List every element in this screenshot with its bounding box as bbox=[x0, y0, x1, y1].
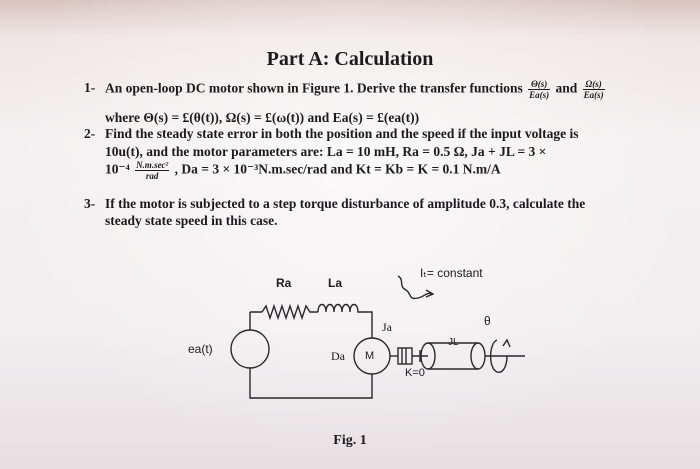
question-3-line-1: If the motor is subjected to a step torque disturbance of amplitude 0.3, calculate the bbox=[105, 196, 586, 211]
fraction-numerator: N.m.sec² bbox=[136, 160, 169, 170]
fraction-denominator: Ea(s) bbox=[583, 90, 604, 100]
figure-caption: Fig. 1 bbox=[333, 433, 367, 448]
resistor-ra bbox=[262, 306, 318, 318]
ja-jl-exponent: 10⁻⁴ bbox=[105, 161, 130, 177]
label-da: Da bbox=[331, 349, 345, 363]
question-2-line-1: Find the steady state error in both the position and the speed if the input voltage is bbox=[105, 126, 579, 141]
question-2-number: 2- bbox=[84, 126, 96, 141]
question-1-number: 1- bbox=[84, 80, 96, 95]
label-ra: Ra bbox=[276, 276, 292, 290]
inductor-la bbox=[318, 305, 372, 339]
label-jl: JL bbox=[448, 337, 459, 348]
and-text: and bbox=[555, 80, 578, 96]
theta-arrow-head bbox=[503, 340, 510, 347]
label-theta: θ bbox=[484, 314, 491, 328]
fraction-numerator: Θ(s) bbox=[528, 79, 550, 90]
question-1-text: An open-loop DC motor shown in Figure 1. Derive the transfer functions bbox=[105, 80, 523, 96]
label-la: La bbox=[328, 276, 343, 290]
question-2-line-2: 10u(t), and the motor parameters are: La = 10 mH, Ra = 0.5 Ω, Ja + JL = 3 × bbox=[105, 144, 547, 159]
label-torque-constant: Iₜ= constant bbox=[420, 266, 483, 280]
fraction-numerator: Ω(s) bbox=[583, 79, 605, 90]
coupling-k bbox=[398, 348, 412, 364]
coupling-lines bbox=[402, 348, 428, 364]
question-3-line-2: steady state speed in this case. bbox=[105, 213, 278, 228]
voltage-source bbox=[231, 330, 269, 368]
page-title: Part A: Calculation bbox=[266, 48, 434, 70]
question-1-line-2: where Θ(s) = £(θ(t)), Ω(s) = £(ω(t)) and Ea(s) = £(ea(t)) bbox=[105, 110, 420, 125]
question-3-number: 3- bbox=[84, 196, 96, 211]
label-ea: ea(t) bbox=[188, 342, 213, 356]
label-k: K=0 bbox=[405, 367, 425, 379]
label-motor: M bbox=[365, 350, 375, 362]
wire-top-left bbox=[250, 312, 262, 330]
wire-left-bottom bbox=[250, 368, 372, 398]
question-2-params: , Da = 3 × 10⁻³N.m.sec/rad and Kt = Kb = K = 0.1 N.m/A bbox=[174, 161, 501, 177]
label-ja: Ja bbox=[382, 320, 392, 334]
fraction-denominator: Ea(s) bbox=[529, 90, 550, 100]
load-right-face bbox=[471, 343, 485, 369]
fraction-denominator: rad bbox=[145, 171, 159, 181]
